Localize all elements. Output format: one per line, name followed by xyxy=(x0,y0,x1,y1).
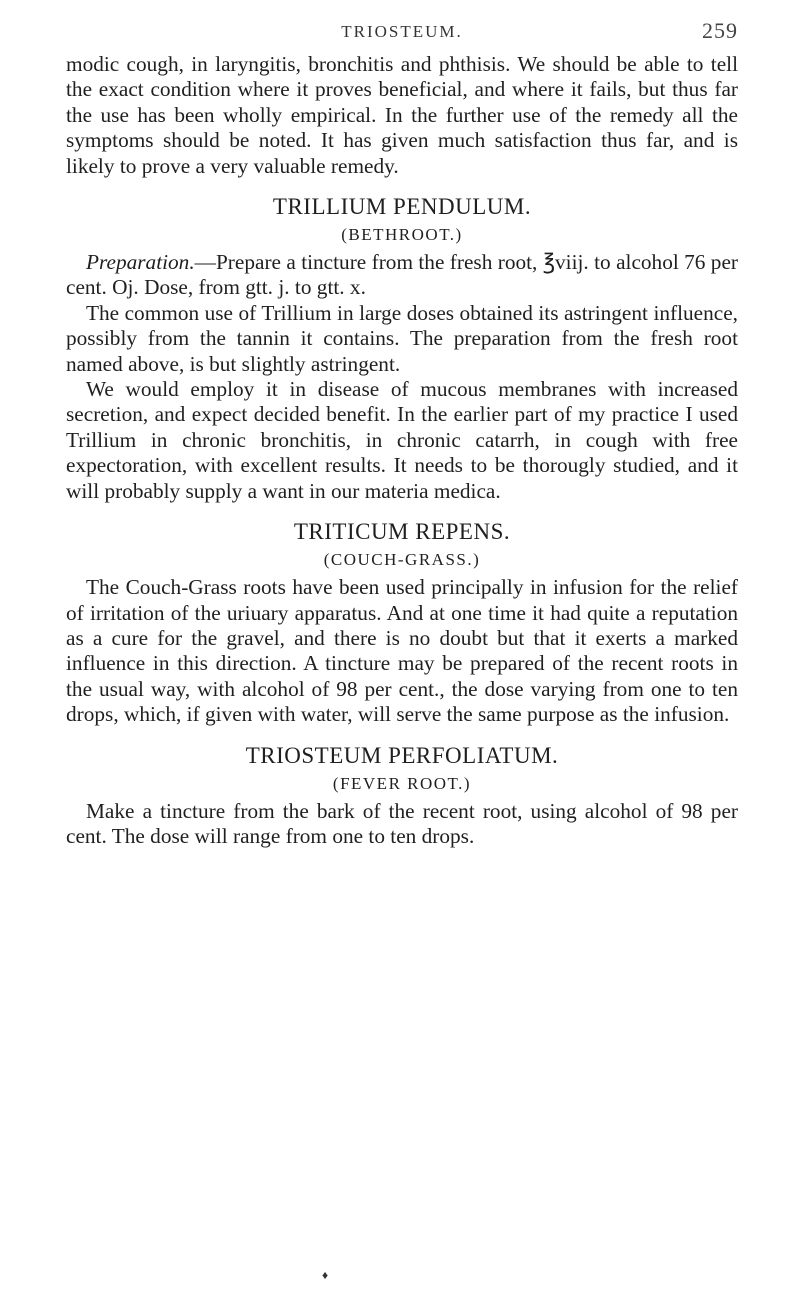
book-page xyxy=(66,18,738,849)
preparation-label: Preparation. xyxy=(86,250,195,275)
footer-mark: ♦ xyxy=(322,1268,329,1282)
trillium-paragraph-1: The common use of Trillium in large doses obtained its astringent influence, possibly from the tannin it contains. The preparation from the fresh root named above, is but slightly astringent. xyxy=(66,300,738,376)
running-header xyxy=(66,18,738,52)
triticum-paragraph-1: The Couch-Grass roots have been used principally in infusion for the relief of irritation of the uriuary apparatus. And at one time it had quite a reputation as a cure for the gravel, and there is no doubt but that it exerts a marked influence in this direction. A tincture may be prepared of the recent roots in the usual way, with alcohol of 98 per cent., the dose varying from one to ten drops, which, if given with water, will serve the same purpose as the infusion. xyxy=(66,575,738,727)
section-heading-triticum: TRITICUM REPENS. xyxy=(293,519,511,545)
section-subheading-couch-grass: (COUCH-GRASS.) xyxy=(323,550,481,570)
section-heading-trillium: TRILLIUM PENDULUM. xyxy=(272,194,532,220)
preparation-text: —Prepare a tincture from the fresh root, ℥viij. to alcohol 76 per cent. Oj. Dose, from gtt. j. to gtt. x. xyxy=(66,250,738,300)
section-subheading-bethroot: (BETHROOT.) xyxy=(341,225,463,245)
running-title: TRIOSTEUM. xyxy=(341,22,463,41)
page-number: 259 xyxy=(702,18,738,43)
triosteum-paragraph-1: Make a tincture from the bark of the recent root, using alcohol of 98 per cent. The dose will range from one to ten drops. xyxy=(66,798,738,848)
preparation-paragraph xyxy=(66,250,738,301)
section-subheading-fever-root: (FEVER ROOT.) xyxy=(332,773,472,793)
trillium-paragraph-2: We would employ it in disease of mucous membranes with increased secretion, and expect decided benefit. In the earlier part of my practice I used Trillium in chronic bronchitis, in chronic catarrh, in cough with free expectoration, with excellent results. It needs to be thorougly studied, and it will probably supply a want in our materia medica. xyxy=(66,377,738,503)
section-heading-triosteum: TRIOSTEUM PERFOLIATUM. xyxy=(245,742,559,768)
intro-paragraph: modic cough, in laryngitis, bronchitis and phthisis. We should be able to tell the exact condition where it proves beneficial, and where it fails, but thus far the use has been wholly empirical. In the further use of the remedy all the symptoms should be noted. It has given much satisfaction thus far, and is likely to prove a very valuable remedy. xyxy=(66,52,738,178)
